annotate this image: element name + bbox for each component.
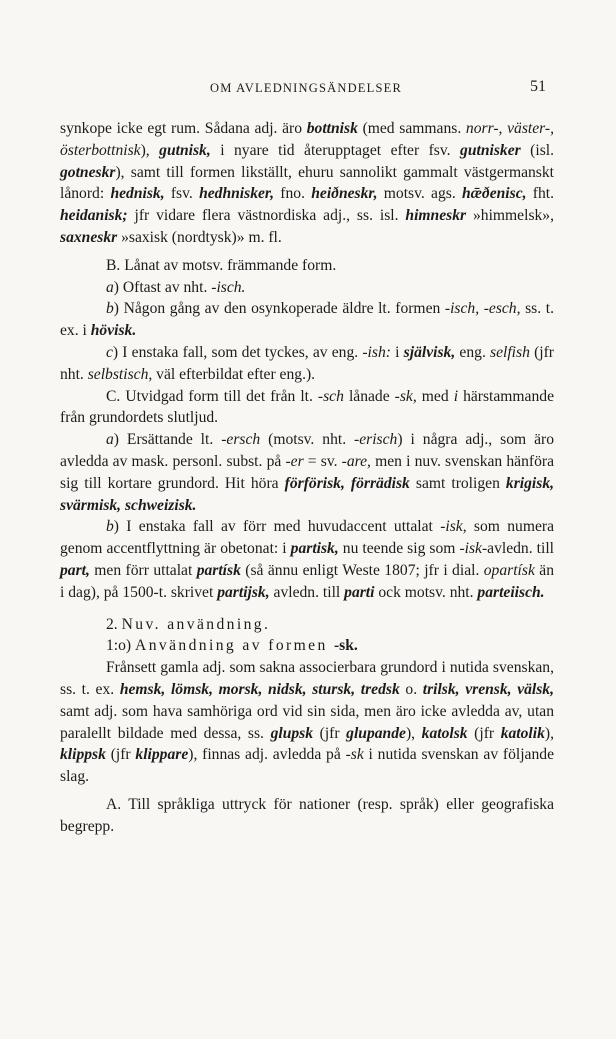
text-run: avledn. till: [269, 583, 345, 601]
text-run: (jfr nht.: [60, 343, 554, 383]
text-run: samt troligen: [409, 474, 506, 492]
text-run: eng.: [455, 343, 491, 361]
text-run: glupsk: [270, 724, 314, 742]
text-run: opartísk: [483, 561, 535, 579]
text-run: himneskr: [405, 207, 467, 225]
text-run: part,: [60, 561, 90, 579]
text-run: -isch.: [211, 278, 246, 296]
text-run: »himmelsk»,: [466, 207, 554, 225]
text-run: i: [453, 387, 459, 405]
text-run: bottnisk: [306, 120, 358, 137]
text-run: (jfr: [313, 724, 347, 742]
text-run: -ish:: [362, 343, 391, 361]
text-run: = sv.: [303, 452, 342, 470]
text-run: glupande: [346, 724, 406, 742]
text-run: B. Lånat av motsv. främmande form.: [106, 256, 337, 274]
text-run: (motsv. nht.: [260, 431, 355, 449]
text-run: -sk.: [333, 637, 358, 655]
text-run: norr-, väster-, österbottnisk: [60, 120, 555, 159]
text-run: saxneskr: [60, 228, 118, 246]
paragraph-6: [60, 386, 554, 430]
text-run: lånade: [343, 387, 395, 405]
text-run: 2.: [106, 615, 122, 633]
text-run: som numera genom accentflyttning är obetonat: i: [60, 518, 554, 558]
text-run: o.: [399, 680, 423, 698]
text-run: klippare: [135, 746, 189, 764]
text-run: jfr vidare flera västnordiska adj., ss. isl.: [127, 207, 406, 225]
text-run: 1:o): [106, 637, 136, 655]
text-run: med: [416, 387, 454, 405]
text-run: motsv. ags.: [377, 185, 462, 203]
page-header: [62, 78, 550, 100]
text-run: Nuv. användning.: [121, 615, 271, 633]
text-run: heidanisk;: [60, 207, 128, 225]
text-run: (isl.: [520, 141, 554, 159]
text-run: ) Någon gång av den osynkoperade äldre lt. formen: [113, 300, 445, 318]
running-head: OM AVLEDNINGSÄNDELSER: [210, 81, 402, 95]
text-run: -er: [285, 452, 304, 470]
text-run: hedhnisker,: [199, 185, 275, 203]
text-run: (så ännu enligt Weste 1807; jfr i dial.: [240, 561, 484, 579]
text-run: (jfr: [467, 724, 501, 742]
text-run: fsv.: [164, 185, 200, 203]
section-heading-2: [60, 614, 554, 636]
text-run: C. Utvidgad form till det från lt.: [106, 387, 318, 405]
text-run: nu teende sig som: [338, 540, 460, 558]
paragraph-5: [60, 342, 554, 386]
text-run: partísk: [196, 561, 241, 579]
text-run: hednisk,: [110, 185, 165, 203]
text-run: gutnisk,: [159, 141, 211, 159]
text-run: parteiisch.: [477, 583, 545, 601]
text-run: ) i några adj., som äro avledda av mask. personl. subst. på: [60, 431, 554, 470]
text-run: -ersch: [221, 431, 261, 449]
paragraph-8: [60, 516, 554, 603]
text-run: men förr uttalat: [89, 561, 197, 579]
text-run: parti: [344, 583, 375, 601]
text-run: -avledn. till: [481, 540, 554, 558]
text-run: ), finnas adj. avledda på: [188, 746, 346, 764]
text-run: krigisk, svärmisk, schweizisk.: [60, 474, 555, 514]
text-run: -isk: [459, 540, 482, 558]
text-run: b: [106, 518, 114, 536]
text-run: ) I enstaka fall av förr med huvudaccent uttalat: [113, 518, 441, 536]
text-run: ) Ersättande lt.: [113, 431, 222, 449]
text-run: härstammande från grundordets slutljud.: [60, 387, 554, 427]
text-run: -isch, -esch,: [444, 300, 521, 318]
body-text: [60, 118, 554, 838]
text-run: -sch: [317, 387, 344, 405]
text-run: heiðneskr,: [311, 185, 378, 203]
text-run: gutnisker: [460, 141, 521, 159]
text-run: ),: [544, 724, 554, 742]
paragraph-7: [60, 429, 554, 516]
text-run: (med sammans.: [357, 120, 466, 137]
text-run: klippsk: [60, 746, 106, 764]
text-run: hemsk, lömsk, morsk, nidsk, stursk, tredsk: [119, 680, 400, 698]
text-run: hövisk.: [90, 322, 137, 340]
text-run: ) I enstaka fall, som det tyckes, av eng.: [112, 343, 363, 361]
text-run: katolik: [500, 724, 545, 742]
text-run: än i dag), på 1500-t. skrivet: [60, 561, 554, 601]
paragraph-12: [60, 794, 554, 838]
paragraph-1: [60, 118, 554, 249]
text-run: selbstisch,: [87, 365, 153, 383]
text-run: selfish: [490, 343, 530, 361]
text-run: -isk,: [440, 518, 467, 536]
text-run: ),: [140, 141, 160, 159]
text-run: samt adj. som hava samhöriga ord vid sin sida, men äro icke avledda av, utan paralellt bildade med dessa, ss.: [60, 702, 554, 742]
text-run: trilsk, vrensk, välsk,: [422, 680, 555, 698]
text-run: hǣðenisc,: [461, 185, 527, 203]
text-run: -sk: [345, 746, 364, 764]
text-run: självisk,: [403, 343, 456, 361]
text-run: fht.: [526, 185, 555, 203]
text-run: ) Oftast av nht.: [113, 278, 212, 296]
text-run: a: [106, 431, 114, 449]
text-run: i nutida svenskan av följande slag.: [60, 746, 554, 786]
text-run: förförisk, förrädisk: [284, 474, 410, 492]
text-run: -erisch: [354, 431, 398, 449]
text-run: -sk,: [394, 387, 417, 405]
text-run: väl efterbildat efter eng.).: [152, 365, 316, 383]
text-run: katolsk: [421, 724, 468, 742]
text-run: men i nuv. svenskan hänföra sig till kortare grundord. Hit höra: [60, 452, 554, 492]
subsection-heading-1o: [60, 635, 554, 657]
text-run: ss. t. ex. i: [60, 300, 554, 340]
text-run: partisk,: [290, 540, 339, 558]
text-run: A. Till språkliga uttryck för nationer (resp. språk) eller geografiska begrepp.: [60, 795, 554, 835]
text-run: b: [106, 300, 114, 318]
paragraph-3: [60, 277, 554, 299]
text-run: ),: [405, 724, 422, 742]
text-run: a: [106, 278, 114, 296]
page-number: 51: [530, 78, 546, 95]
paragraph-11: [60, 657, 554, 788]
text-run: fno.: [274, 185, 312, 203]
text-run: partijsk,: [217, 583, 270, 601]
text-run: synkope icke egt rum. Sådana adj. äro: [60, 120, 307, 137]
text-run: i: [390, 343, 404, 361]
text-run: Frånsett gamla adj. som sakna associerbara grundord i nutida svenskan, ss. t. ex.: [60, 659, 554, 698]
text-run: »saxisk (nordtysk)» m. fl.: [117, 228, 282, 246]
text-run: gotneskr: [60, 163, 116, 181]
text-run: ), samt till formen likställt, ehuru sannolikt gammalt västgermanskt lånord:: [60, 163, 554, 203]
text-run: c: [106, 343, 113, 361]
paragraph-4: [60, 298, 554, 342]
text-run: Användning av formen: [135, 637, 334, 655]
text-run: i nyare tid återupptaget efter fsv.: [210, 141, 461, 159]
text-run: -are,: [341, 452, 371, 470]
text-run: ock motsv. nht.: [374, 583, 478, 601]
text-run: (jfr: [105, 746, 136, 764]
paragraph-2: [60, 255, 554, 277]
